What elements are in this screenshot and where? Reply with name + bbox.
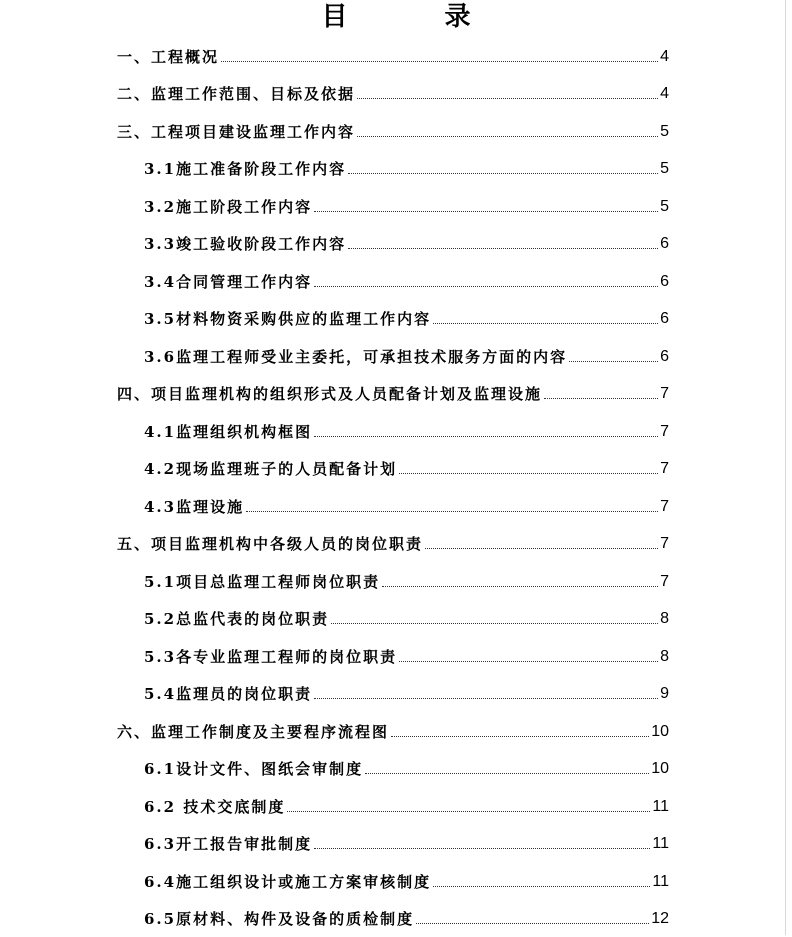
- toc-entry-label: 5.1项目总监理工程师岗位职责: [144, 573, 381, 591]
- dot-leader: [287, 811, 650, 812]
- dot-leader: [433, 886, 650, 887]
- toc-entry-label: 5.4监理员的岗位职责: [144, 685, 313, 703]
- toc-entry[interactable]: [144, 413, 669, 450]
- dot-leader: [357, 98, 658, 99]
- dot-leader: [544, 398, 658, 399]
- toc-entry[interactable]: [144, 600, 669, 637]
- toc-entry-page: 7: [660, 422, 669, 440]
- dot-leader: [569, 361, 658, 362]
- toc-entry-page: 7: [660, 534, 669, 552]
- toc-entry-label: 3.2施工阶段工作内容: [144, 198, 313, 216]
- dot-leader: [425, 548, 658, 549]
- toc-entry[interactable]: [117, 525, 669, 562]
- page-edge-divider: [785, 0, 786, 935]
- toc-entry-page: 11: [652, 834, 669, 852]
- toc-entry-page: 5: [660, 122, 669, 140]
- toc-entry-label: 4.1监理组织机构框图: [144, 423, 313, 441]
- toc-entry[interactable]: [144, 863, 669, 900]
- toc-entry-page: 6: [660, 234, 669, 252]
- toc-entry-label: 3.3竣工验收阶段工作内容: [144, 235, 347, 253]
- toc-entry-page: 11: [652, 797, 669, 815]
- toc-entry-page: 8: [660, 609, 669, 627]
- dot-leader: [416, 923, 649, 924]
- dot-leader: [331, 623, 658, 624]
- dot-leader: [391, 736, 649, 737]
- dot-leader: [399, 473, 658, 474]
- toc-entry-label: 6.2 技术交底制度: [144, 798, 286, 816]
- toc-entry[interactable]: [144, 450, 669, 487]
- toc-entry-page: 7: [660, 497, 669, 515]
- toc-entry[interactable]: [144, 150, 669, 187]
- dot-leader: [433, 323, 658, 324]
- toc-entry-page: 4: [660, 47, 669, 65]
- toc-entry-label: 二、监理工作范围、目标及依据: [117, 85, 356, 103]
- toc-entry-label: 六、监理工作制度及主要程序流程图: [117, 723, 390, 741]
- toc-entry[interactable]: [117, 75, 669, 112]
- toc-entry[interactable]: [144, 488, 669, 525]
- toc-entry-label: 一、工程概况: [117, 48, 220, 66]
- dot-leader: [246, 511, 658, 512]
- toc-entry-page: 6: [660, 272, 669, 290]
- dot-leader: [314, 211, 658, 212]
- toc-entry-page: 12: [651, 909, 669, 927]
- toc-entry[interactable]: [144, 188, 669, 225]
- toc-entry-label: 4.2现场监理班子的人员配备计划: [144, 460, 398, 478]
- dot-leader: [382, 586, 658, 587]
- dot-leader: [314, 698, 658, 699]
- toc-entry-label: 6.3开工报告审批制度: [144, 835, 313, 853]
- toc-entry[interactable]: [144, 788, 669, 825]
- toc-title: 目 录: [321, 2, 515, 32]
- dot-leader: [348, 173, 658, 174]
- toc-entry-label: 五、项目监理机构中各级人员的岗位职责: [117, 535, 424, 553]
- dot-leader: [221, 61, 658, 62]
- toc-entry-label: 3.4合同管理工作内容: [144, 273, 313, 291]
- toc-entry-page: 5: [660, 159, 669, 177]
- toc-entry-label: 5.2总监代表的岗位职责: [144, 610, 330, 628]
- toc-entry-label: 5.3各专业监理工程师的岗位职责: [144, 648, 398, 666]
- dot-leader: [314, 286, 658, 287]
- toc-entry[interactable]: [117, 375, 669, 412]
- toc-entry-page: 11: [652, 872, 669, 890]
- toc-entry-label: 三、工程项目建设监理工作内容: [117, 123, 356, 141]
- toc-entry[interactable]: [144, 300, 669, 337]
- toc-entry[interactable]: [144, 675, 669, 712]
- toc-entry[interactable]: [117, 113, 669, 150]
- toc-entry-label: 6.1设计文件、图纸会审制度: [144, 760, 364, 778]
- toc-entry-page: 7: [660, 459, 669, 477]
- toc-entry[interactable]: [117, 713, 669, 750]
- toc-entry-page: 8: [660, 647, 669, 665]
- toc-entry-page: 5: [660, 197, 669, 215]
- toc-entry-label: 6.4施工组织设计或施工方案审核制度: [144, 873, 432, 891]
- toc-entry-label: 3.5材料物资采购供应的监理工作内容: [144, 310, 432, 328]
- toc-entry-label: 6.5原材料、构件及设备的质检制度: [144, 910, 415, 928]
- dot-leader: [314, 848, 650, 849]
- toc-entry-page: 7: [660, 384, 669, 402]
- toc-entry-label: 3.1施工准备阶段工作内容: [144, 160, 347, 178]
- toc-entry-label: 4.3监理设施: [144, 498, 245, 516]
- toc-entry[interactable]: [144, 225, 669, 262]
- toc-entry-label: 四、项目监理机构的组织形式及人员配备计划及监理设施: [117, 385, 543, 403]
- dot-leader: [399, 661, 658, 662]
- toc-entry-page: 7: [660, 572, 669, 590]
- toc-entry[interactable]: [117, 38, 669, 75]
- toc-entry[interactable]: [144, 638, 669, 675]
- toc-entry-page: 10: [651, 759, 669, 777]
- toc-entry[interactable]: [144, 900, 669, 937]
- dot-leader: [314, 436, 658, 437]
- toc-entry-label: 3.6监理工程师受业主委托，可承担技术服务方面的内容: [144, 348, 568, 366]
- toc-entry[interactable]: [144, 263, 669, 300]
- toc-entry-page: 4: [660, 84, 669, 102]
- toc-entry[interactable]: [144, 825, 669, 862]
- dot-leader: [348, 248, 658, 249]
- dot-leader: [357, 136, 658, 137]
- toc-entry[interactable]: [144, 750, 669, 787]
- toc-entry[interactable]: [144, 338, 669, 375]
- toc-entry-page: 6: [660, 309, 669, 327]
- dot-leader: [365, 773, 649, 774]
- toc-entry[interactable]: [144, 563, 669, 600]
- toc-entry-page: 10: [651, 722, 669, 740]
- toc-entry-page: 6: [660, 347, 669, 365]
- toc-entry-page: 9: [660, 684, 669, 702]
